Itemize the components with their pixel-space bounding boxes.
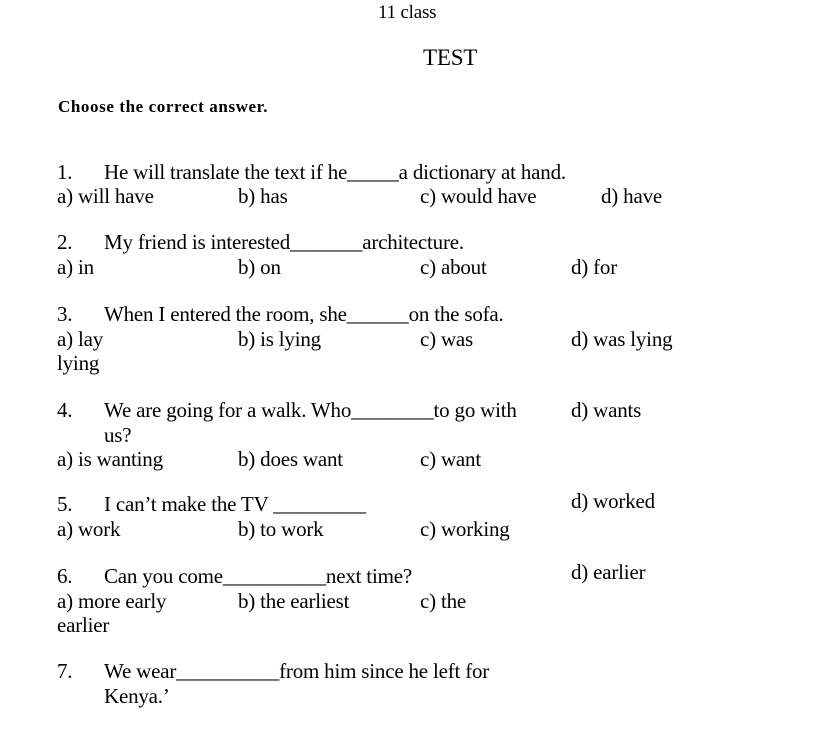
option-c: c) working — [420, 517, 510, 541]
option-a: a) more early — [57, 589, 167, 613]
question-text: Can you come__________next time? — [104, 564, 412, 588]
question-text: I can’t make the TV _________ — [104, 492, 366, 516]
option-a: a) is wanting — [57, 447, 163, 471]
option-d: d) worked — [571, 489, 655, 513]
instruction: Choose the correct answer. — [58, 97, 269, 116]
option-d: d) wants — [571, 398, 642, 422]
question-text: He will translate the text if he_____a dictionary at hand. — [104, 160, 566, 184]
question-text: When I entered the room, she______on the sofa. — [104, 302, 504, 326]
question-number: 1. — [57, 160, 73, 184]
option-b: b) is lying — [238, 327, 321, 351]
option-b: b) the earliest — [238, 589, 350, 613]
question-number: 7. — [57, 659, 73, 683]
option-d: d) was lying — [571, 327, 673, 351]
question-number: 5. — [57, 492, 73, 516]
option-d: d) have — [601, 184, 662, 208]
option-d: d) earlier — [571, 560, 646, 584]
question-text-continued: us? — [104, 423, 132, 447]
wrapped-option-text: earlier — [57, 613, 110, 637]
question-text: We wear__________from him since he left for — [104, 659, 490, 683]
option-c: c) want — [420, 447, 481, 471]
test-title: TEST — [423, 45, 478, 70]
class-label: 11 class — [378, 2, 437, 23]
question-number: 4. — [57, 398, 73, 422]
option-c: c) about — [420, 255, 487, 279]
question-text: My friend is interested_______architecture. — [104, 230, 464, 254]
option-d: d) for — [571, 255, 618, 279]
question-number: 3. — [57, 302, 73, 326]
option-b: b) on — [238, 255, 281, 279]
option-b: b) has — [238, 184, 288, 208]
option-c: c) was — [420, 327, 474, 351]
option-c: c) the — [420, 589, 467, 613]
option-a: a) lay — [57, 327, 104, 351]
option-a: a) in — [57, 255, 94, 279]
question-text-continued: Kenya.’ — [104, 684, 170, 708]
question-text: We are going for a walk. Who________to go with — [104, 398, 517, 422]
option-b: b) does want — [238, 447, 343, 471]
option-b: b) to work — [238, 517, 324, 541]
option-a: a) work — [57, 517, 121, 541]
option-a: a) will have — [57, 184, 154, 208]
question-number: 2. — [57, 230, 73, 254]
option-c: c) would have — [420, 184, 537, 208]
question-number: 6. — [57, 564, 73, 588]
wrapped-option-text: lying — [57, 351, 100, 375]
